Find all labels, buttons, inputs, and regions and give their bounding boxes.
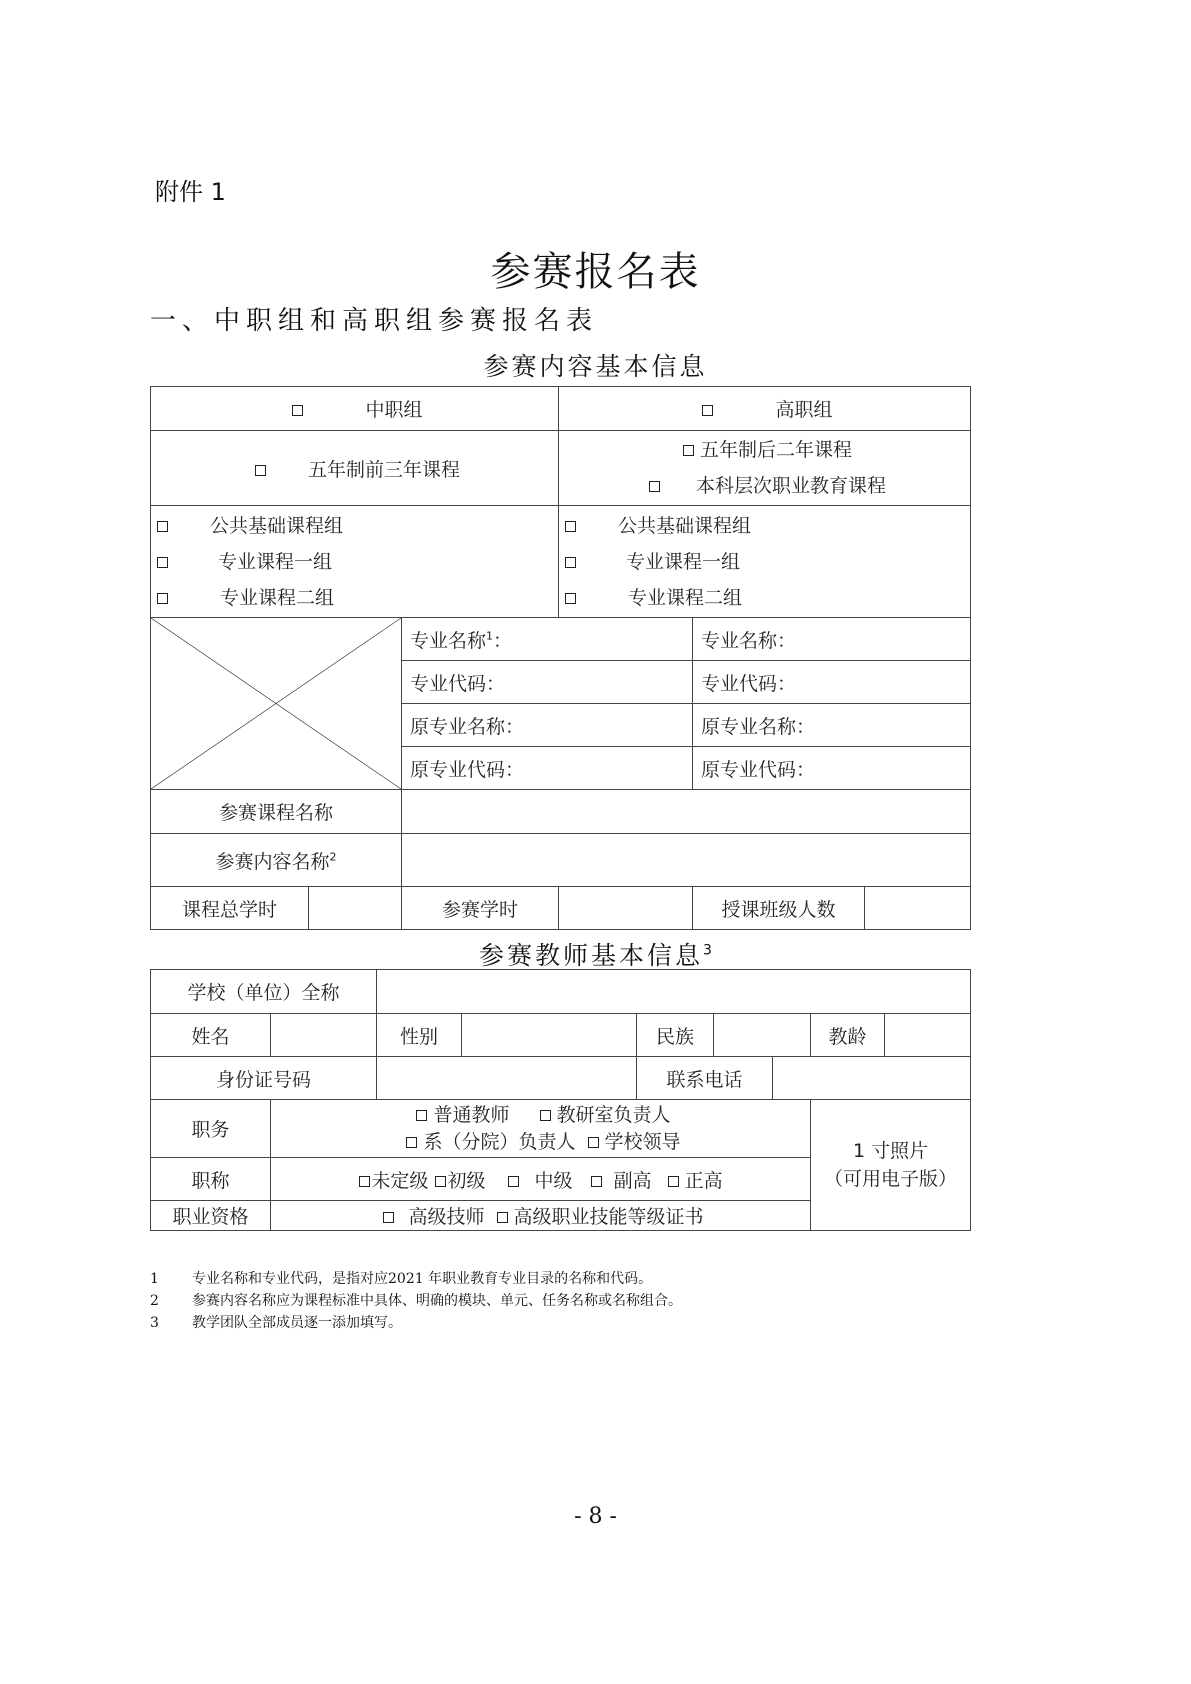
checkbox[interactable] [416,1110,427,1121]
option-label: 普通教师 [433,1103,510,1126]
teacher-info-heading-text: 参赛教师基本信息 [479,941,704,970]
course-option-label: 五年制后二年课程 [699,439,852,461]
category-label: 公共基础课程组 [210,515,344,537]
checkbox[interactable] [540,1110,551,1121]
footnote [150,1290,682,1312]
field-label: 专业代码： [701,672,797,695]
checkbox[interactable] [383,1212,394,1223]
former-major-name-left[interactable] [402,704,693,747]
teaching-years-label: 教龄 [811,1014,885,1057]
id-label: 身份证号码 [151,1057,377,1100]
title-options [271,1158,811,1201]
title-option[interactable] [434,1170,485,1192]
footnote-ref: 3 [703,942,712,959]
footnote-text: 教学团队全部成员逐一添加填写。 [192,1315,402,1331]
group-higher-label: 高职组 [775,399,833,421]
section-title: 一、中职组和高职组参赛报名表 [150,306,599,336]
checkbox[interactable] [359,1176,370,1187]
checkbox[interactable] [255,465,266,476]
content-info-heading: 参赛内容基本信息 [483,352,708,381]
phone-input[interactable] [773,1057,971,1100]
teacher-info-heading [0,936,1191,972]
footnote-text: 专业名称和专业代码，是指对应2021 年职业教育专业目录的名称和代码。 [192,1271,653,1287]
school-label: 学校（单位）全称 [151,970,377,1014]
option-label: 高级技师 [408,1206,485,1228]
major-name-left[interactable] [402,618,693,661]
position-option[interactable] [410,1104,509,1126]
qualification-label: 职业资格 [151,1201,271,1231]
page-number: - 8 - [574,1504,617,1529]
attachment-label: 附件 1 [155,178,226,206]
checkbox[interactable] [588,1137,599,1148]
checkbox[interactable] [497,1212,508,1223]
category-left-cell [151,506,559,618]
content-name-label-cell [151,834,402,887]
title-label: 职称 [151,1158,271,1201]
id-input[interactable] [377,1057,637,1100]
option-label: 学校领导 [604,1130,681,1153]
position-option[interactable] [534,1104,671,1126]
course-option[interactable] [559,468,970,504]
footnote-number: 3 [150,1315,159,1331]
teaching-years-input[interactable] [885,1014,971,1057]
course-higher-cell [559,431,971,506]
course-option[interactable] [559,432,970,468]
checkbox[interactable] [508,1176,519,1187]
total-hours-input[interactable] [309,887,402,930]
gender-label: 性别 [377,1014,462,1057]
category-option[interactable] [559,580,970,616]
cross-lines [151,618,401,789]
content-name-input[interactable] [402,834,971,887]
title-option[interactable] [585,1170,652,1192]
content-name-label: 参赛内容名称 [215,850,330,873]
qualification-option[interactable] [377,1206,484,1228]
footnote-number: 2 [150,1293,159,1309]
checkbox[interactable] [702,405,713,416]
option-label: 高级职业技能等级证书 [513,1206,704,1228]
course-five-year-first-cell[interactable] [151,431,559,506]
option-label: 中级 [534,1169,573,1192]
footnote-ref: 1 [486,629,494,643]
field-label: 原专业代码： [410,758,525,781]
title-option[interactable] [662,1170,723,1192]
former-major-code-right[interactable] [693,747,971,790]
footnote-number: 1 [150,1271,159,1287]
category-label: 专业课程一组 [218,551,333,573]
contest-hours-label: 参赛学时 [402,887,559,930]
footnotes [150,1268,682,1334]
option-label: 副高 [613,1169,652,1192]
field-label: 专业名称： [701,629,797,652]
option-label: 未定级 [371,1169,429,1192]
qualification-option[interactable] [491,1206,704,1228]
category-label: 专业课程一组 [626,551,741,573]
total-hours-label: 课程总学时 [151,887,309,930]
field-label: 专业代码： [410,672,506,695]
checkbox[interactable] [157,557,168,568]
position-option[interactable] [582,1131,681,1153]
contest-hours-input[interactable] [559,887,693,930]
class-size-input[interactable] [865,887,971,930]
field-label: 专业名称 [410,629,487,652]
major-code-left[interactable] [402,661,693,704]
option-label: 初级 [447,1169,486,1192]
checkbox[interactable] [668,1176,679,1187]
name-input[interactable] [271,1014,377,1057]
category-option[interactable] [559,508,970,544]
footnote-ref: 2 [329,850,337,864]
category-option[interactable] [151,580,558,616]
name-label: 姓名 [151,1014,271,1057]
teacher-info-table [150,969,971,1231]
category-right-cell [559,506,971,618]
qualification-options [271,1201,811,1231]
photo-note: （可用电子版） [824,1168,958,1190]
footnote [150,1312,682,1334]
class-size-label: 授课班级人数 [693,887,865,930]
category-label: 专业课程二组 [220,587,335,609]
option-label: 正高 [684,1169,723,1192]
checkbox[interactable] [565,593,576,604]
footnote-text: 参赛内容名称应为课程标准中具体、明确的模块、单元、任务名称或名称组合。 [192,1293,682,1309]
major-code-right[interactable] [693,661,971,704]
checkbox[interactable] [565,521,576,532]
phone-label: 联系电话 [637,1057,773,1100]
title-option[interactable] [358,1170,428,1192]
title-option[interactable] [502,1170,573,1192]
field-label: 原专业名称： [701,715,816,738]
checkbox[interactable] [292,405,303,416]
major-name-right[interactable] [693,618,971,661]
course-name-label: 参赛课程名称 [151,790,402,834]
checkbox[interactable] [649,481,660,492]
school-input[interactable] [377,970,971,1014]
field-label: 原专业代码： [701,758,816,781]
checkbox[interactable] [157,521,168,532]
option-label: 系（分院）负责人 [423,1130,576,1153]
course-option-label: 本科层次职业教育课程 [695,475,886,497]
group-secondary-cell[interactable] [151,387,559,431]
position-option[interactable] [400,1131,575,1153]
gender-input[interactable] [462,1014,637,1057]
category-option[interactable] [151,544,558,580]
page-title: 参赛报名表 [490,249,701,295]
ethnicity-input[interactable] [714,1014,811,1057]
checkbox[interactable] [591,1176,602,1187]
position-label: 职务 [151,1100,271,1158]
content-info-table [150,386,971,930]
category-label: 公共基础课程组 [618,515,752,537]
checkbox[interactable] [435,1176,446,1187]
group-higher-cell[interactable] [559,387,971,431]
field-label: 原专业名称： [410,715,525,738]
checkbox[interactable] [683,445,694,456]
position-options [271,1100,811,1158]
course-name-input[interactable] [402,790,971,834]
former-major-code-left[interactable] [402,747,693,790]
footnote [150,1268,682,1290]
category-option[interactable] [559,544,970,580]
field-label-suffix: ： [493,629,513,652]
category-label: 专业课程二组 [628,587,743,609]
checkbox[interactable] [157,593,168,604]
former-major-name-right[interactable] [693,704,971,747]
checkbox[interactable] [565,557,576,568]
photo-label: 1 寸照片 [852,1140,929,1162]
category-option[interactable] [151,508,558,544]
crossed-out-cell [151,618,402,790]
checkbox[interactable] [406,1137,417,1148]
course-option-label: 五年制前三年课程 [308,458,461,481]
group-secondary-label: 中职组 [365,399,423,421]
photo-cell[interactable] [811,1100,971,1231]
ethnicity-label: 民族 [637,1014,714,1057]
option-label: 教研室负责人 [556,1103,671,1126]
